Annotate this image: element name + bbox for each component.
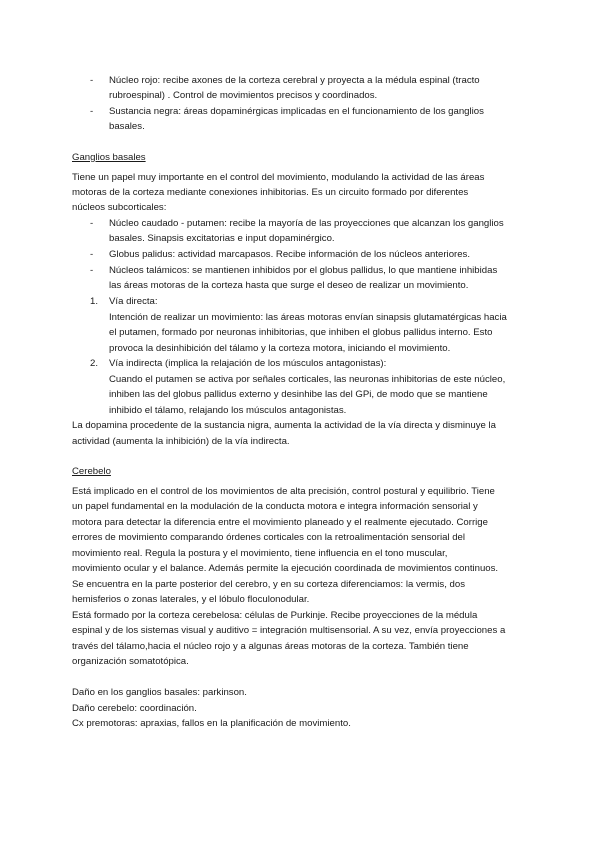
paragraph-line: Tiene un papel muy importante en el control del movimiento, modulando la actividad de las áreas bbox=[72, 172, 485, 183]
numbered-text: Cuando el putamen se activa por señales corticales, las neuronas inhibitorias de este núcleo, bbox=[109, 374, 506, 385]
section-heading-ganglios: Ganglios basales bbox=[72, 152, 146, 163]
damage-line: Cx premotoras: apraxias, fallos en la planificación de movimiento. bbox=[72, 718, 351, 729]
bullet-text: basales. bbox=[109, 121, 145, 132]
paragraph-line: través del tálamo,hacia el núcleo rojo y a algunas áreas motoras de la corteza. También tiene bbox=[72, 641, 469, 652]
numbered-text: Intención de realizar un movimiento: las áreas motoras envían sinapsis glutamatérgicas hacia bbox=[109, 312, 507, 323]
paragraph-line: Está implicado en el control de los movimientos de alta precisión, control postural y equilibrio. Tiene bbox=[72, 486, 495, 497]
paragraph-line: núcleos subcorticales: bbox=[72, 202, 167, 213]
numbered-text: Vía directa: bbox=[109, 296, 158, 307]
numbered-text: Vía indirecta (implica la relajación de los músculos antagonistas): bbox=[109, 358, 387, 369]
paragraph-line: organización somatotópica. bbox=[72, 656, 189, 667]
paragraph-line: motora para detectar la diferencia entre el movimiento planeado y el realmente ejecutado. Corrige bbox=[72, 517, 488, 528]
damage-line: Daño en los ganglios basales: parkinson. bbox=[72, 687, 247, 698]
paragraph-line: hemisferios o zonas laterales, y el lóbulo floculonodular. bbox=[72, 594, 310, 605]
section-heading-cerebelo: Cerebelo bbox=[72, 466, 111, 477]
paragraph-line: Está formado por la corteza cerebelosa: células de Purkinje. Recibe proyecciones de la médula bbox=[72, 610, 478, 621]
bullet-text: Globus palidus: actividad marcapasos. Recibe información de los núcleos anteriores. bbox=[109, 249, 471, 260]
paragraph-line: actividad (aumenta la inhibición) de la vía indirecta. bbox=[72, 436, 290, 447]
bullet-dash: - bbox=[90, 218, 94, 229]
bullet-text: Núcleo caudado - putamen: recibe la mayoría de las proyecciones que alcanzan los ganglios bbox=[109, 218, 504, 229]
bullet-dash: - bbox=[90, 75, 94, 86]
numbered-text: inhibido el tálamo, relajando los músculos antagonistas. bbox=[109, 405, 347, 416]
bullet-text: Sustancia negra: áreas dopaminérgicas implicadas en el funcionamiento de los ganglios bbox=[109, 106, 484, 117]
damage-line: Daño cerebelo: coordinación. bbox=[72, 703, 197, 714]
list-number: 1. bbox=[90, 296, 99, 307]
bullet-text: Núcleo rojo: recibe axones de la corteza cerebral y proyecta a la médula espinal (tracto bbox=[109, 75, 480, 86]
paragraph-line: La dopamina procedente de la sustancia nigra, aumenta la actividad de la vía directa y disminuye la bbox=[72, 420, 496, 431]
bullet-dash: - bbox=[90, 106, 94, 117]
numbered-text: el putamen, formado por neuronas inhibitorias, que inhiben el globus pallidus interno. Esto bbox=[109, 327, 493, 338]
paragraph-line: movimiento ocular y el balance. Además permite la ejecución coordinada de movimientos continuos. bbox=[72, 563, 499, 574]
list-number: 2. bbox=[90, 358, 99, 369]
paragraph-line: un papel fundamental en la modulación de la conducta motora e integra información sensorial y bbox=[72, 501, 478, 512]
bullet-dash: - bbox=[90, 265, 94, 276]
bullet-text: rubroespinal) . Control de movimientos precisos y coordinados. bbox=[109, 90, 378, 101]
paragraph-line: errores de movimiento comparando órdenes corticales con la retroalimentación sensorial del bbox=[72, 532, 466, 543]
numbered-text: provoca la desinhibición del tálamo y la corteza motora, iniciando el movimiento. bbox=[109, 343, 451, 354]
paragraph-line: espinal y de los sistemas visual y auditivo = integración multisensorial. A su vez, envía proyecciones a bbox=[72, 625, 506, 636]
bullet-dash: - bbox=[90, 249, 94, 260]
paragraph-line: movimiento real. Regula la postura y el movimiento, tiene influencia en el tono muscular, bbox=[72, 548, 448, 559]
bullet-text: Núcleos talámicos: se mantienen inhibidos por el globus pallidus, lo que mantiene inhibidas bbox=[109, 265, 498, 276]
paragraph-line: Se encuentra en la parte posterior del cerebro, y en su corteza diferenciamos: la vermis, dos bbox=[72, 579, 466, 590]
bullet-text: las áreas motoras de la corteza hasta que surge el deseo de realizar un movimiento. bbox=[109, 280, 469, 291]
bullet-text: basales. Sinapsis excitatorias e input dopaminérgico. bbox=[109, 233, 335, 244]
numbered-text: inhiben las del globus pallidus externo y desinhibe las del GPi, de modo que se mantiene bbox=[109, 389, 488, 400]
paragraph-line: motoras de la corteza mediante conexiones inhibitorias. Es un circuito formado por diferentes bbox=[72, 187, 469, 198]
